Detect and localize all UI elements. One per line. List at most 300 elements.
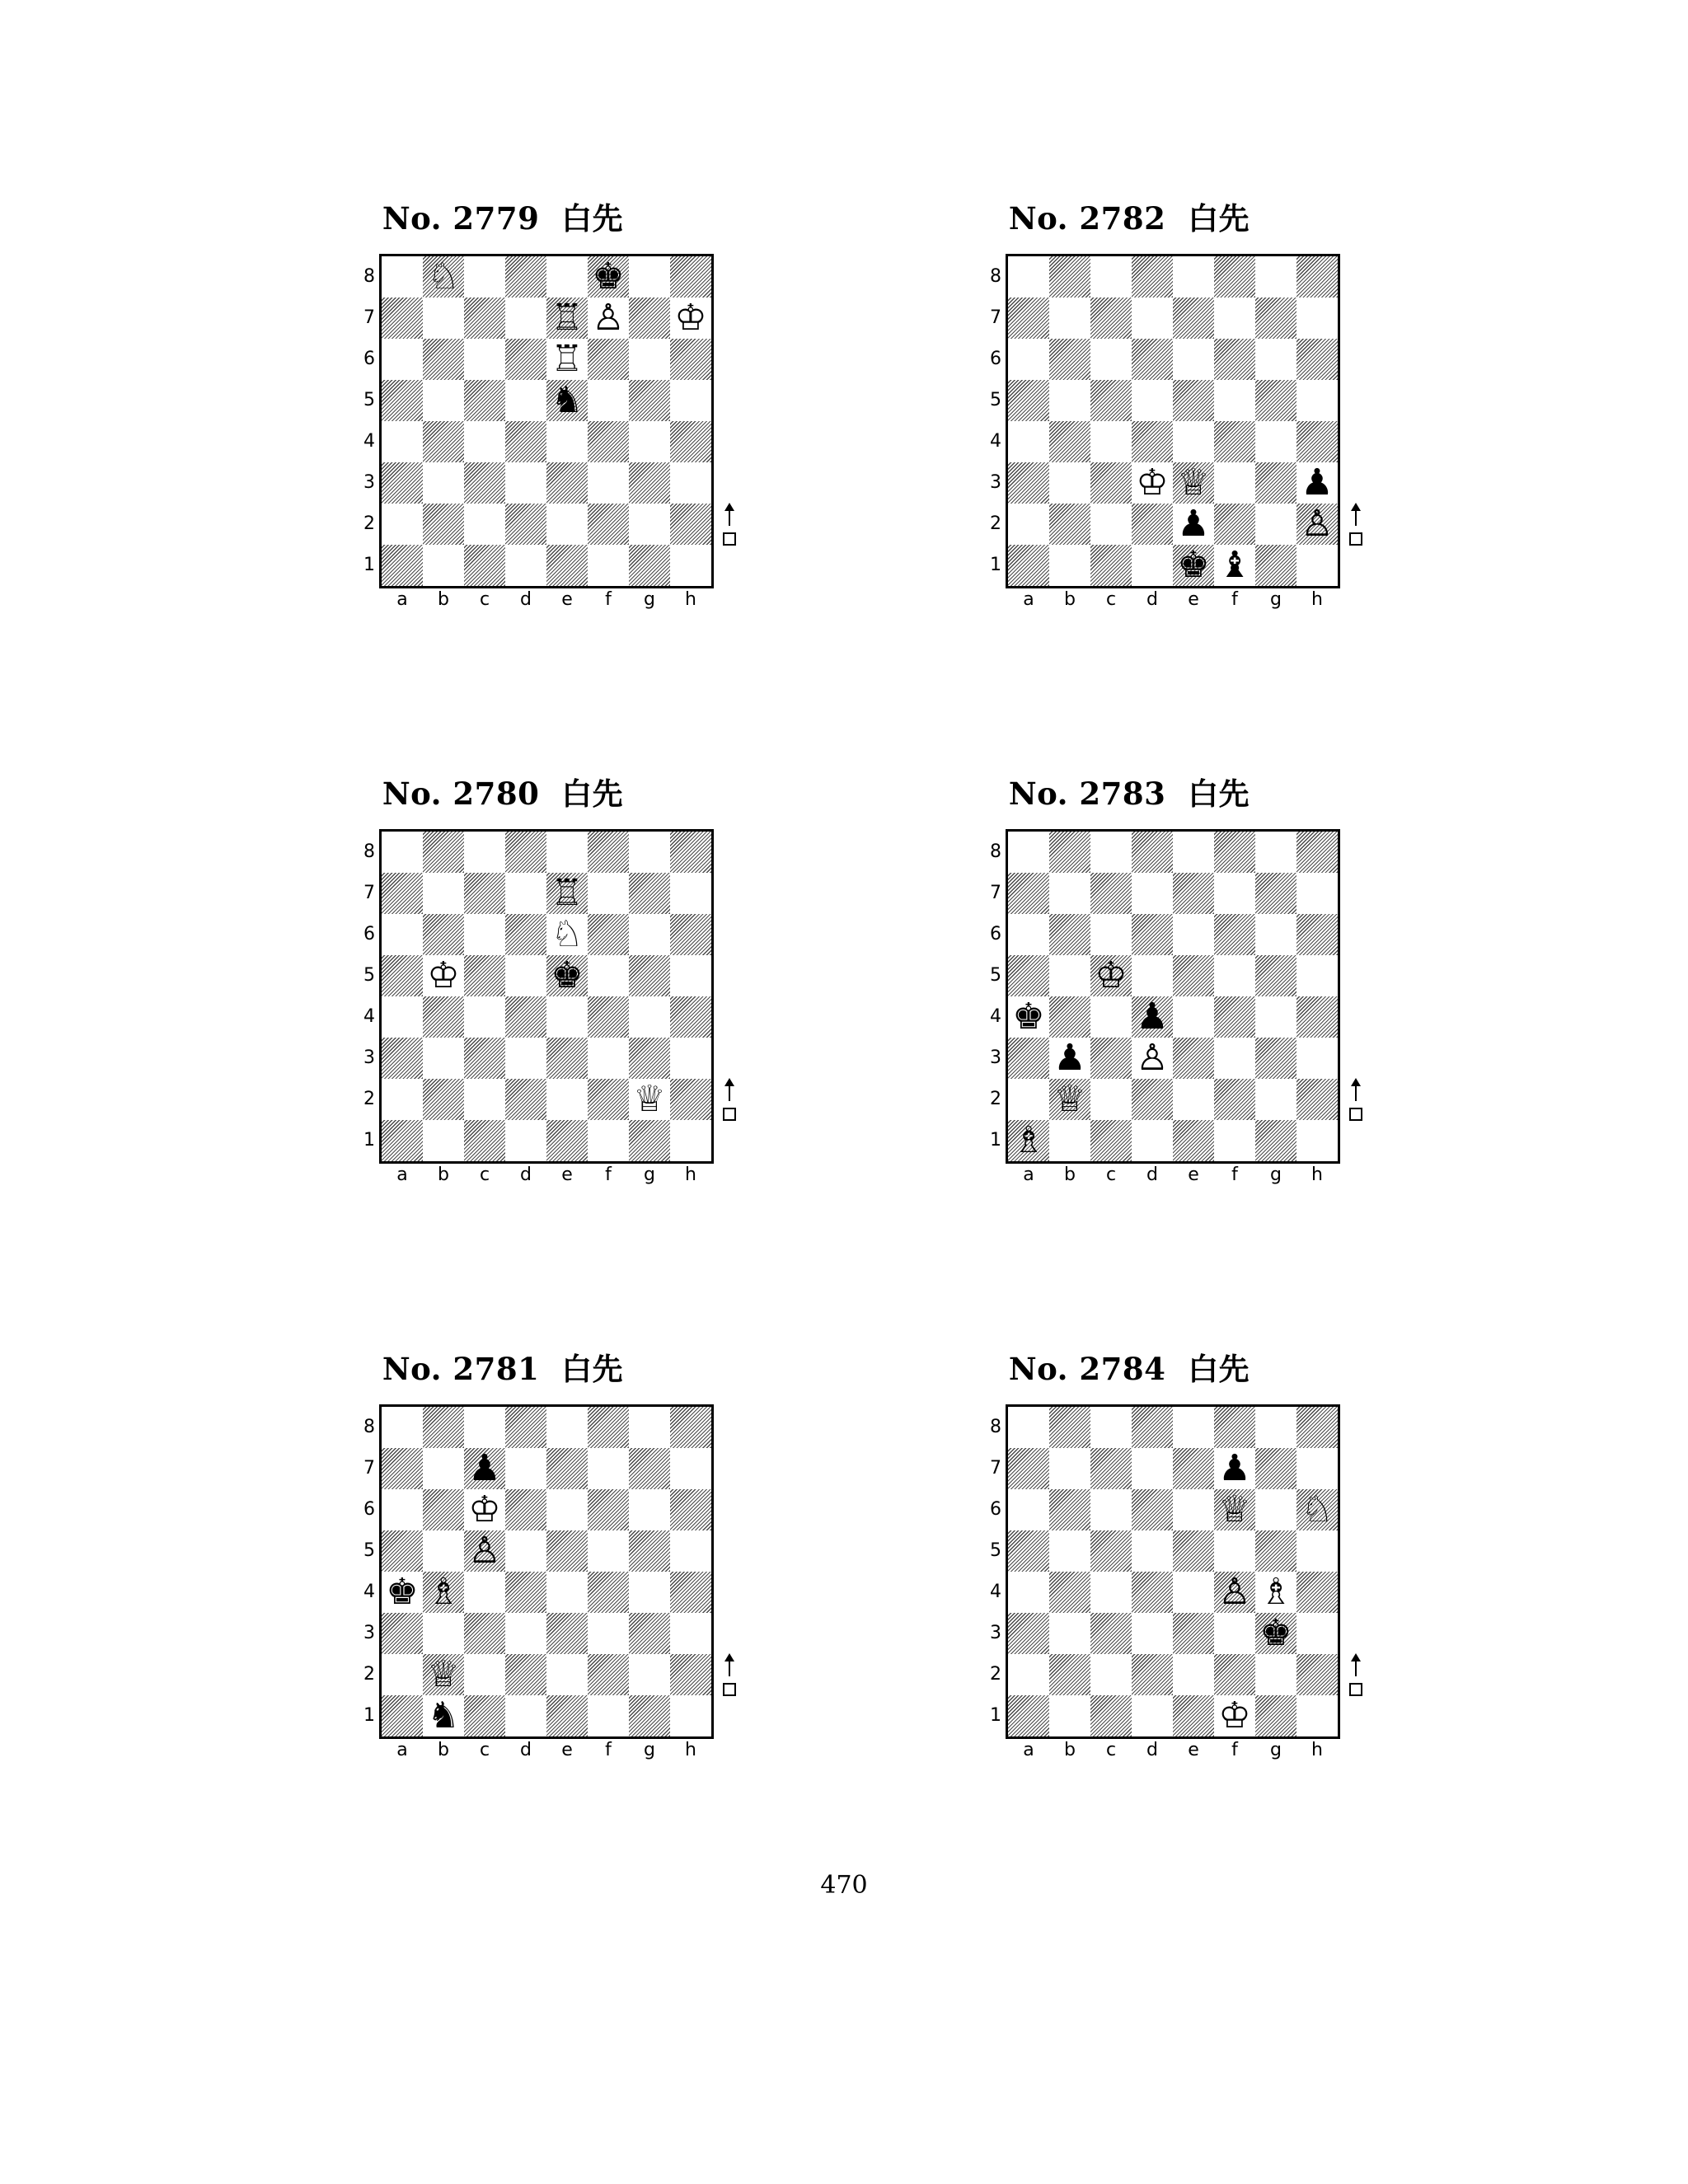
board-square [1090, 1695, 1132, 1736]
chess-piece-wN-icon: ♘ [1301, 1488, 1334, 1530]
board-square [588, 545, 629, 586]
board-square [1132, 1654, 1173, 1695]
board-square [588, 421, 629, 462]
chess-piece-wB-icon: ♗ [1012, 1119, 1045, 1161]
board-square [1173, 1079, 1214, 1120]
rank-label: 7 [363, 883, 375, 903]
board-square [505, 462, 546, 504]
board-square [464, 421, 505, 462]
board-square [464, 298, 505, 339]
board-square [1049, 914, 1090, 955]
board-square [588, 1489, 629, 1530]
chess-board [379, 1404, 714, 1739]
file-label: e [561, 1165, 573, 1185]
chess-piece-bP-icon: ♟ [1136, 996, 1169, 1038]
board-square [629, 1407, 670, 1448]
board-square [1214, 1530, 1255, 1572]
board-square [1132, 1120, 1173, 1161]
board-square [382, 1448, 423, 1489]
puzzle-diagram [330, 1344, 824, 1806]
board-square [546, 832, 588, 873]
file-label: a [1023, 589, 1034, 610]
board-square [464, 1613, 505, 1654]
chess-piece-bK-icon: ♚ [1259, 1612, 1292, 1654]
board-square [588, 832, 629, 873]
board-square [1255, 1530, 1296, 1572]
board-square [1296, 545, 1338, 586]
puzzle-title: No. 2782 白先 [1008, 200, 1250, 237]
board-square [629, 1489, 670, 1530]
board-square [1008, 545, 1049, 586]
board-square [1008, 1695, 1049, 1736]
board-square [1090, 1613, 1132, 1654]
board-square [464, 1079, 505, 1120]
board-square [382, 380, 423, 421]
board-square [1214, 380, 1255, 421]
board-square [423, 1530, 464, 1572]
chess-piece-wB-icon: ♗ [427, 1571, 460, 1613]
board-square [546, 1613, 588, 1654]
board-square [1132, 1079, 1173, 1120]
file-label: c [479, 1740, 490, 1760]
board-square [546, 1530, 588, 1572]
board-square [505, 1489, 546, 1530]
board-square [1049, 380, 1090, 421]
rank-label: 6 [990, 1499, 1001, 1520]
file-label: c [1105, 589, 1117, 610]
chess-piece-bP-icon: ♟ [468, 1447, 501, 1489]
board-square [629, 504, 670, 545]
board-square [588, 1407, 629, 1448]
rank-label: 2 [363, 1664, 375, 1685]
board-square [1296, 1654, 1338, 1695]
board-square [1214, 504, 1255, 545]
board-square [1296, 256, 1338, 298]
rank-label: 4 [363, 431, 375, 452]
board-square [505, 1448, 546, 1489]
chess-piece-wK-icon: ♔ [468, 1488, 501, 1530]
file-label: b [1064, 589, 1076, 610]
white-to-move-icon [722, 1653, 737, 1711]
rank-label: 6 [363, 924, 375, 944]
board-square [546, 1038, 588, 1079]
board-square [588, 462, 629, 504]
board-square [1214, 832, 1255, 873]
chess-piece-wK-icon: ♔ [427, 954, 460, 996]
board-square [670, 462, 711, 504]
board-square [423, 1407, 464, 1448]
board-square [670, 1079, 711, 1120]
chess-piece-bP-icon: ♟ [1218, 1447, 1251, 1489]
board-square [1132, 1407, 1173, 1448]
board-square [588, 1120, 629, 1161]
board-square [1173, 1489, 1214, 1530]
board-square [1049, 339, 1090, 380]
board-square [382, 873, 423, 914]
board-square [1090, 1120, 1132, 1161]
board-square [1214, 873, 1255, 914]
board-square [423, 545, 464, 586]
board-square [629, 996, 670, 1038]
rank-label: 3 [990, 1623, 1001, 1643]
rank-label: 5 [990, 390, 1001, 410]
board-square [629, 955, 670, 996]
rank-label: 8 [363, 841, 375, 862]
board-square [423, 421, 464, 462]
rank-label: 6 [990, 924, 1001, 944]
board-square [1049, 256, 1090, 298]
file-label: g [644, 1740, 655, 1760]
board-square [464, 1407, 505, 1448]
chess-piece-wQ-icon: ♕ [1218, 1488, 1251, 1530]
board-square [670, 1613, 711, 1654]
board-square [546, 1489, 588, 1530]
chess-piece-bP-icon: ♟ [1177, 503, 1210, 545]
board-square [505, 380, 546, 421]
board-square [1173, 421, 1214, 462]
puzzle-diagram [330, 769, 824, 1230]
board-square [670, 1448, 711, 1489]
board-square [588, 1448, 629, 1489]
board-square [1255, 256, 1296, 298]
rank-label: 2 [990, 1664, 1001, 1685]
board-square [1008, 1613, 1049, 1654]
board-square [1132, 914, 1173, 955]
board-square [1132, 1613, 1173, 1654]
board-square [1214, 1038, 1255, 1079]
board-square [382, 1613, 423, 1654]
board-square [1296, 955, 1338, 996]
file-label: h [1311, 589, 1323, 610]
rank-label: 1 [990, 555, 1001, 575]
board-square [1008, 955, 1049, 996]
rank-label: 5 [990, 965, 1001, 986]
board-square [588, 1530, 629, 1572]
white-to-move-icon [1348, 1653, 1363, 1711]
board-square [464, 380, 505, 421]
board-square [1255, 380, 1296, 421]
chess-piece-wP-icon: ♙ [1301, 503, 1334, 545]
board-square [1296, 914, 1338, 955]
board-square [670, 832, 711, 873]
board-square [505, 1407, 546, 1448]
board-square [670, 1654, 711, 1695]
rank-label: 2 [363, 513, 375, 534]
chess-piece-bK-icon: ♚ [1177, 544, 1210, 586]
rank-label: 1 [363, 1705, 375, 1726]
board-square [1255, 996, 1296, 1038]
file-label: e [1188, 1165, 1199, 1185]
board-square [1008, 1489, 1049, 1530]
board-square [1132, 955, 1173, 996]
chess-piece-wP-icon: ♙ [468, 1530, 501, 1572]
board-square [1090, 996, 1132, 1038]
board-square [423, 504, 464, 545]
board-square [1255, 914, 1296, 955]
board-square [1049, 298, 1090, 339]
board-square [1173, 1407, 1214, 1448]
board-square [670, 955, 711, 996]
board-square [1255, 873, 1296, 914]
rank-label: 4 [363, 1582, 375, 1602]
board-square [1255, 1448, 1296, 1489]
rank-label: 7 [990, 1458, 1001, 1479]
chess-piece-wQ-icon: ♕ [633, 1078, 666, 1120]
board-square [1090, 1448, 1132, 1489]
board-square [1090, 1038, 1132, 1079]
board-square [1296, 1120, 1338, 1161]
board-square [1214, 462, 1255, 504]
chess-piece-wR-icon: ♖ [551, 338, 584, 380]
board-square [382, 955, 423, 996]
board-square [1214, 339, 1255, 380]
board-square [1132, 380, 1173, 421]
white-to-move-icon [722, 503, 737, 560]
file-label: b [1064, 1165, 1076, 1185]
puzzle-title: No. 2784 白先 [1008, 1351, 1250, 1387]
board-square [505, 256, 546, 298]
file-label: b [438, 1740, 449, 1760]
board-square [1049, 1572, 1090, 1613]
board-square [670, 1407, 711, 1448]
file-label: h [685, 1165, 696, 1185]
board-square [1296, 832, 1338, 873]
board-square [1049, 1613, 1090, 1654]
file-label: d [520, 1165, 532, 1185]
board-square [423, 832, 464, 873]
board-square [1173, 955, 1214, 996]
board-square [505, 832, 546, 873]
file-label: d [520, 1740, 532, 1760]
board-square [1214, 996, 1255, 1038]
board-square [382, 504, 423, 545]
board-square [1255, 1079, 1296, 1120]
board-square [382, 1489, 423, 1530]
board-square [464, 339, 505, 380]
chess-piece-wQ-icon: ♕ [1053, 1078, 1086, 1120]
board-square [505, 1695, 546, 1736]
board-square [382, 298, 423, 339]
board-square [1296, 1572, 1338, 1613]
board-square [1255, 462, 1296, 504]
board-square [546, 1654, 588, 1695]
board-square [505, 1613, 546, 1654]
rank-label: 5 [363, 390, 375, 410]
board-square [505, 955, 546, 996]
board-square [670, 256, 711, 298]
board-square [1090, 298, 1132, 339]
rank-label: 5 [363, 965, 375, 986]
board-square [382, 1530, 423, 1572]
file-label: c [1105, 1740, 1117, 1760]
board-square [464, 873, 505, 914]
board-square [464, 1572, 505, 1613]
board-square [588, 1038, 629, 1079]
board-square [588, 1695, 629, 1736]
board-square [1173, 873, 1214, 914]
rank-label: 5 [363, 1540, 375, 1561]
board-square [1296, 1530, 1338, 1572]
board-square [1090, 256, 1132, 298]
board-square [423, 1448, 464, 1489]
board-square [1214, 1654, 1255, 1695]
white-to-move-icon [1348, 503, 1363, 560]
board-square [1214, 256, 1255, 298]
rank-label: 4 [990, 1006, 1001, 1027]
board-square [1296, 996, 1338, 1038]
file-label: g [644, 589, 655, 610]
board-square [505, 1079, 546, 1120]
board-square [464, 914, 505, 955]
board-square [1132, 504, 1173, 545]
board-square [629, 298, 670, 339]
rank-label: 8 [990, 266, 1001, 287]
board-square [1214, 1407, 1255, 1448]
board-square [1255, 955, 1296, 996]
board-square [588, 996, 629, 1038]
rank-label: 6 [990, 349, 1001, 369]
board-square [670, 996, 711, 1038]
board-square [670, 339, 711, 380]
board-square [1049, 1489, 1090, 1530]
board-square [1255, 421, 1296, 462]
chess-board [1006, 829, 1340, 1164]
rank-label: 4 [990, 431, 1001, 452]
board-square [1049, 504, 1090, 545]
board-square [382, 462, 423, 504]
board-square [464, 996, 505, 1038]
file-label: e [561, 589, 573, 610]
board-square [1255, 298, 1296, 339]
board-square [464, 1654, 505, 1695]
board-square [382, 421, 423, 462]
chess-piece-bN-icon: ♞ [427, 1694, 460, 1736]
rank-label: 1 [363, 1130, 375, 1151]
file-label: e [1188, 589, 1199, 610]
board-square [588, 339, 629, 380]
puzzle-title: No. 2780 白先 [382, 776, 624, 812]
chess-piece-wQ-icon: ♕ [1177, 462, 1210, 504]
board-square [1132, 339, 1173, 380]
board-square [464, 955, 505, 996]
board-square [1214, 298, 1255, 339]
rank-label: 3 [363, 1047, 375, 1068]
board-square [382, 339, 423, 380]
board-square [1008, 1654, 1049, 1695]
file-label: b [438, 589, 449, 610]
puzzle-diagram [956, 194, 1451, 655]
chess-piece-wN-icon: ♘ [551, 913, 584, 955]
puzzle-diagram [956, 1344, 1451, 1806]
board-square [546, 1448, 588, 1489]
board-square [1090, 380, 1132, 421]
board-square [1173, 1530, 1214, 1572]
file-label: g [644, 1165, 655, 1185]
file-label: g [1270, 589, 1282, 610]
chess-piece-bN-icon: ♞ [551, 379, 584, 421]
board-square [1132, 1695, 1173, 1736]
board-square [464, 832, 505, 873]
board-square [505, 1038, 546, 1079]
rank-label: 1 [363, 555, 375, 575]
rank-label: 6 [363, 1499, 375, 1520]
file-label: a [396, 1165, 408, 1185]
board-square [505, 996, 546, 1038]
board-square [1173, 1038, 1214, 1079]
board-square [546, 545, 588, 586]
board-square [1214, 1613, 1255, 1654]
board-square [1090, 1654, 1132, 1695]
board-square [629, 873, 670, 914]
board-square [670, 1695, 711, 1736]
board-square [1008, 1572, 1049, 1613]
board-square [505, 1654, 546, 1695]
chess-board [1006, 1404, 1340, 1739]
board-square [505, 914, 546, 955]
chess-piece-wR-icon: ♖ [551, 297, 584, 339]
board-square [1049, 1695, 1090, 1736]
chess-board [379, 829, 714, 1164]
rank-label: 7 [363, 307, 375, 328]
board-square [629, 1120, 670, 1161]
board-square [423, 1613, 464, 1654]
board-square [464, 1038, 505, 1079]
board-square [629, 832, 670, 873]
file-label: b [438, 1165, 449, 1185]
file-label: e [1188, 1740, 1199, 1760]
file-label: h [1311, 1740, 1323, 1760]
board-square [1008, 380, 1049, 421]
chess-piece-bB-icon: ♝ [1218, 544, 1251, 586]
board-square [629, 1038, 670, 1079]
board-square [382, 1407, 423, 1448]
file-label: h [685, 1740, 696, 1760]
file-label: d [1146, 1740, 1158, 1760]
board-square [1090, 1530, 1132, 1572]
board-square [423, 1120, 464, 1161]
board-square [382, 1654, 423, 1695]
board-square [546, 504, 588, 545]
board-square [423, 298, 464, 339]
board-square [1090, 545, 1132, 586]
file-label: a [1023, 1165, 1034, 1185]
board-square [1049, 1120, 1090, 1161]
chess-piece-bK-icon: ♚ [551, 954, 584, 996]
board-square [1090, 1079, 1132, 1120]
file-label: f [605, 1165, 612, 1185]
board-square [546, 421, 588, 462]
board-square [1049, 1654, 1090, 1695]
board-square [1255, 1407, 1296, 1448]
board-square [464, 1120, 505, 1161]
board-square [1132, 1448, 1173, 1489]
board-square [629, 1530, 670, 1572]
board-square [464, 256, 505, 298]
chess-piece-wQ-icon: ♕ [427, 1653, 460, 1695]
chess-piece-wN-icon: ♘ [427, 255, 460, 298]
board-square [1132, 873, 1173, 914]
file-label: h [685, 589, 696, 610]
chess-piece-wK-icon: ♔ [674, 297, 707, 339]
board-square [629, 1613, 670, 1654]
board-square [629, 1572, 670, 1613]
board-square [588, 380, 629, 421]
chess-piece-wR-icon: ♖ [551, 872, 584, 914]
board-square [423, 339, 464, 380]
board-square [588, 1079, 629, 1120]
board-square [1173, 380, 1214, 421]
chess-piece-wB-icon: ♗ [1259, 1571, 1292, 1613]
